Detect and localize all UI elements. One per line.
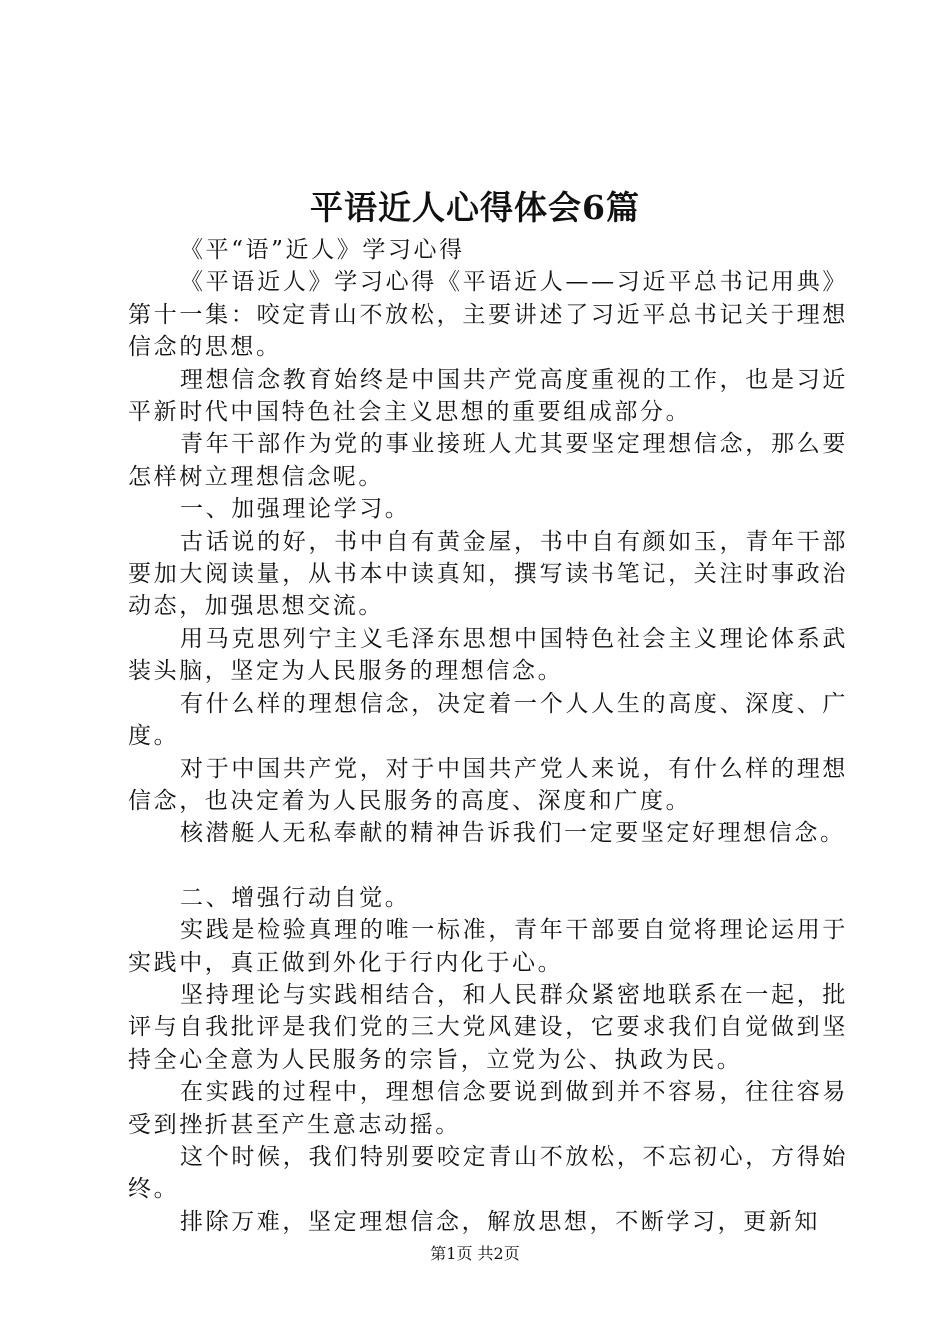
document-body <box>128 234 848 1238</box>
section-heading: 一、加强理论学习。 <box>180 496 411 523</box>
paragraph: 实践是检验真理的唯一标准，青年干部要自觉将理论运用于实践中，真正做到外化于行内化于心。 <box>128 917 848 976</box>
paragraph: 有什么样的理想信念，决定着一个人人生的高度、深度、广度。 <box>128 690 848 750</box>
paragraph: 排除万难，坚定理想信念，解放思想，不断学习，更新知 <box>180 1208 820 1235</box>
paragraph: 用马克思列宁主义毛泽东思想中国特色社会主义理论体系武装头脑，坚定为人民服务的理想信念。 <box>128 625 848 685</box>
section-heading: 二、增强行动自觉。 <box>180 884 411 911</box>
document-title: 平语近人心得体会6篇 <box>310 188 640 227</box>
paragraph: 古话说的好，书中自有黄金屋，书中自有颜如玉，青年干部要加大阅读量，从书本中读真知，撰写读书笔记，关注时事政治动态，加强思想交流。 <box>128 528 848 620</box>
page-number-footer: 第1页 共2页 <box>430 1244 520 1263</box>
paragraph: 这个时候，我们特别要咬定青山不放松，不忘初心，方得始终。 <box>128 1143 848 1203</box>
paragraph: 理想信念教育始终是中国共产党高度重视的工作，也是习近平新时代中国特色社会主义思想的重要组成部分。 <box>128 366 848 426</box>
paragraph: 对于中国共产党，对于中国共产党人来说，有什么样的理想信念，也决定着为人民服务的高度、深度和广度。 <box>128 755 848 814</box>
paragraph: 青年干部作为党的事业接班人尤其要坚定理想信念，那么要怎样树立理想信念呢。 <box>128 431 848 490</box>
paragraph: 《平语近人》学习心得《平语近人——习近平总书记用典》第十一集：咬定青山不放松，主要讲述了习近平总书记关于理想信念的思想。 <box>128 269 848 361</box>
paragraph: 在实践的过程中，理想信念要说到做到并不容易，往往容易受到挫折甚至产生意志动摇。 <box>128 1079 848 1138</box>
paragraph: 核潜艇人无私奉献的精神告诉我们一定要坚定好理想信念。 <box>180 820 846 847</box>
paragraph: 《平“语”近人》学习心得 <box>180 237 465 263</box>
paragraph: 坚持理论与实践相结合，和人民群众紧密地联系在一起，批评与自我批评是我们党的三大党风建设，它要求我们自觉做到坚持全心全意为人民服务的宗旨，立党为公、执政为民。 <box>128 981 848 1073</box>
